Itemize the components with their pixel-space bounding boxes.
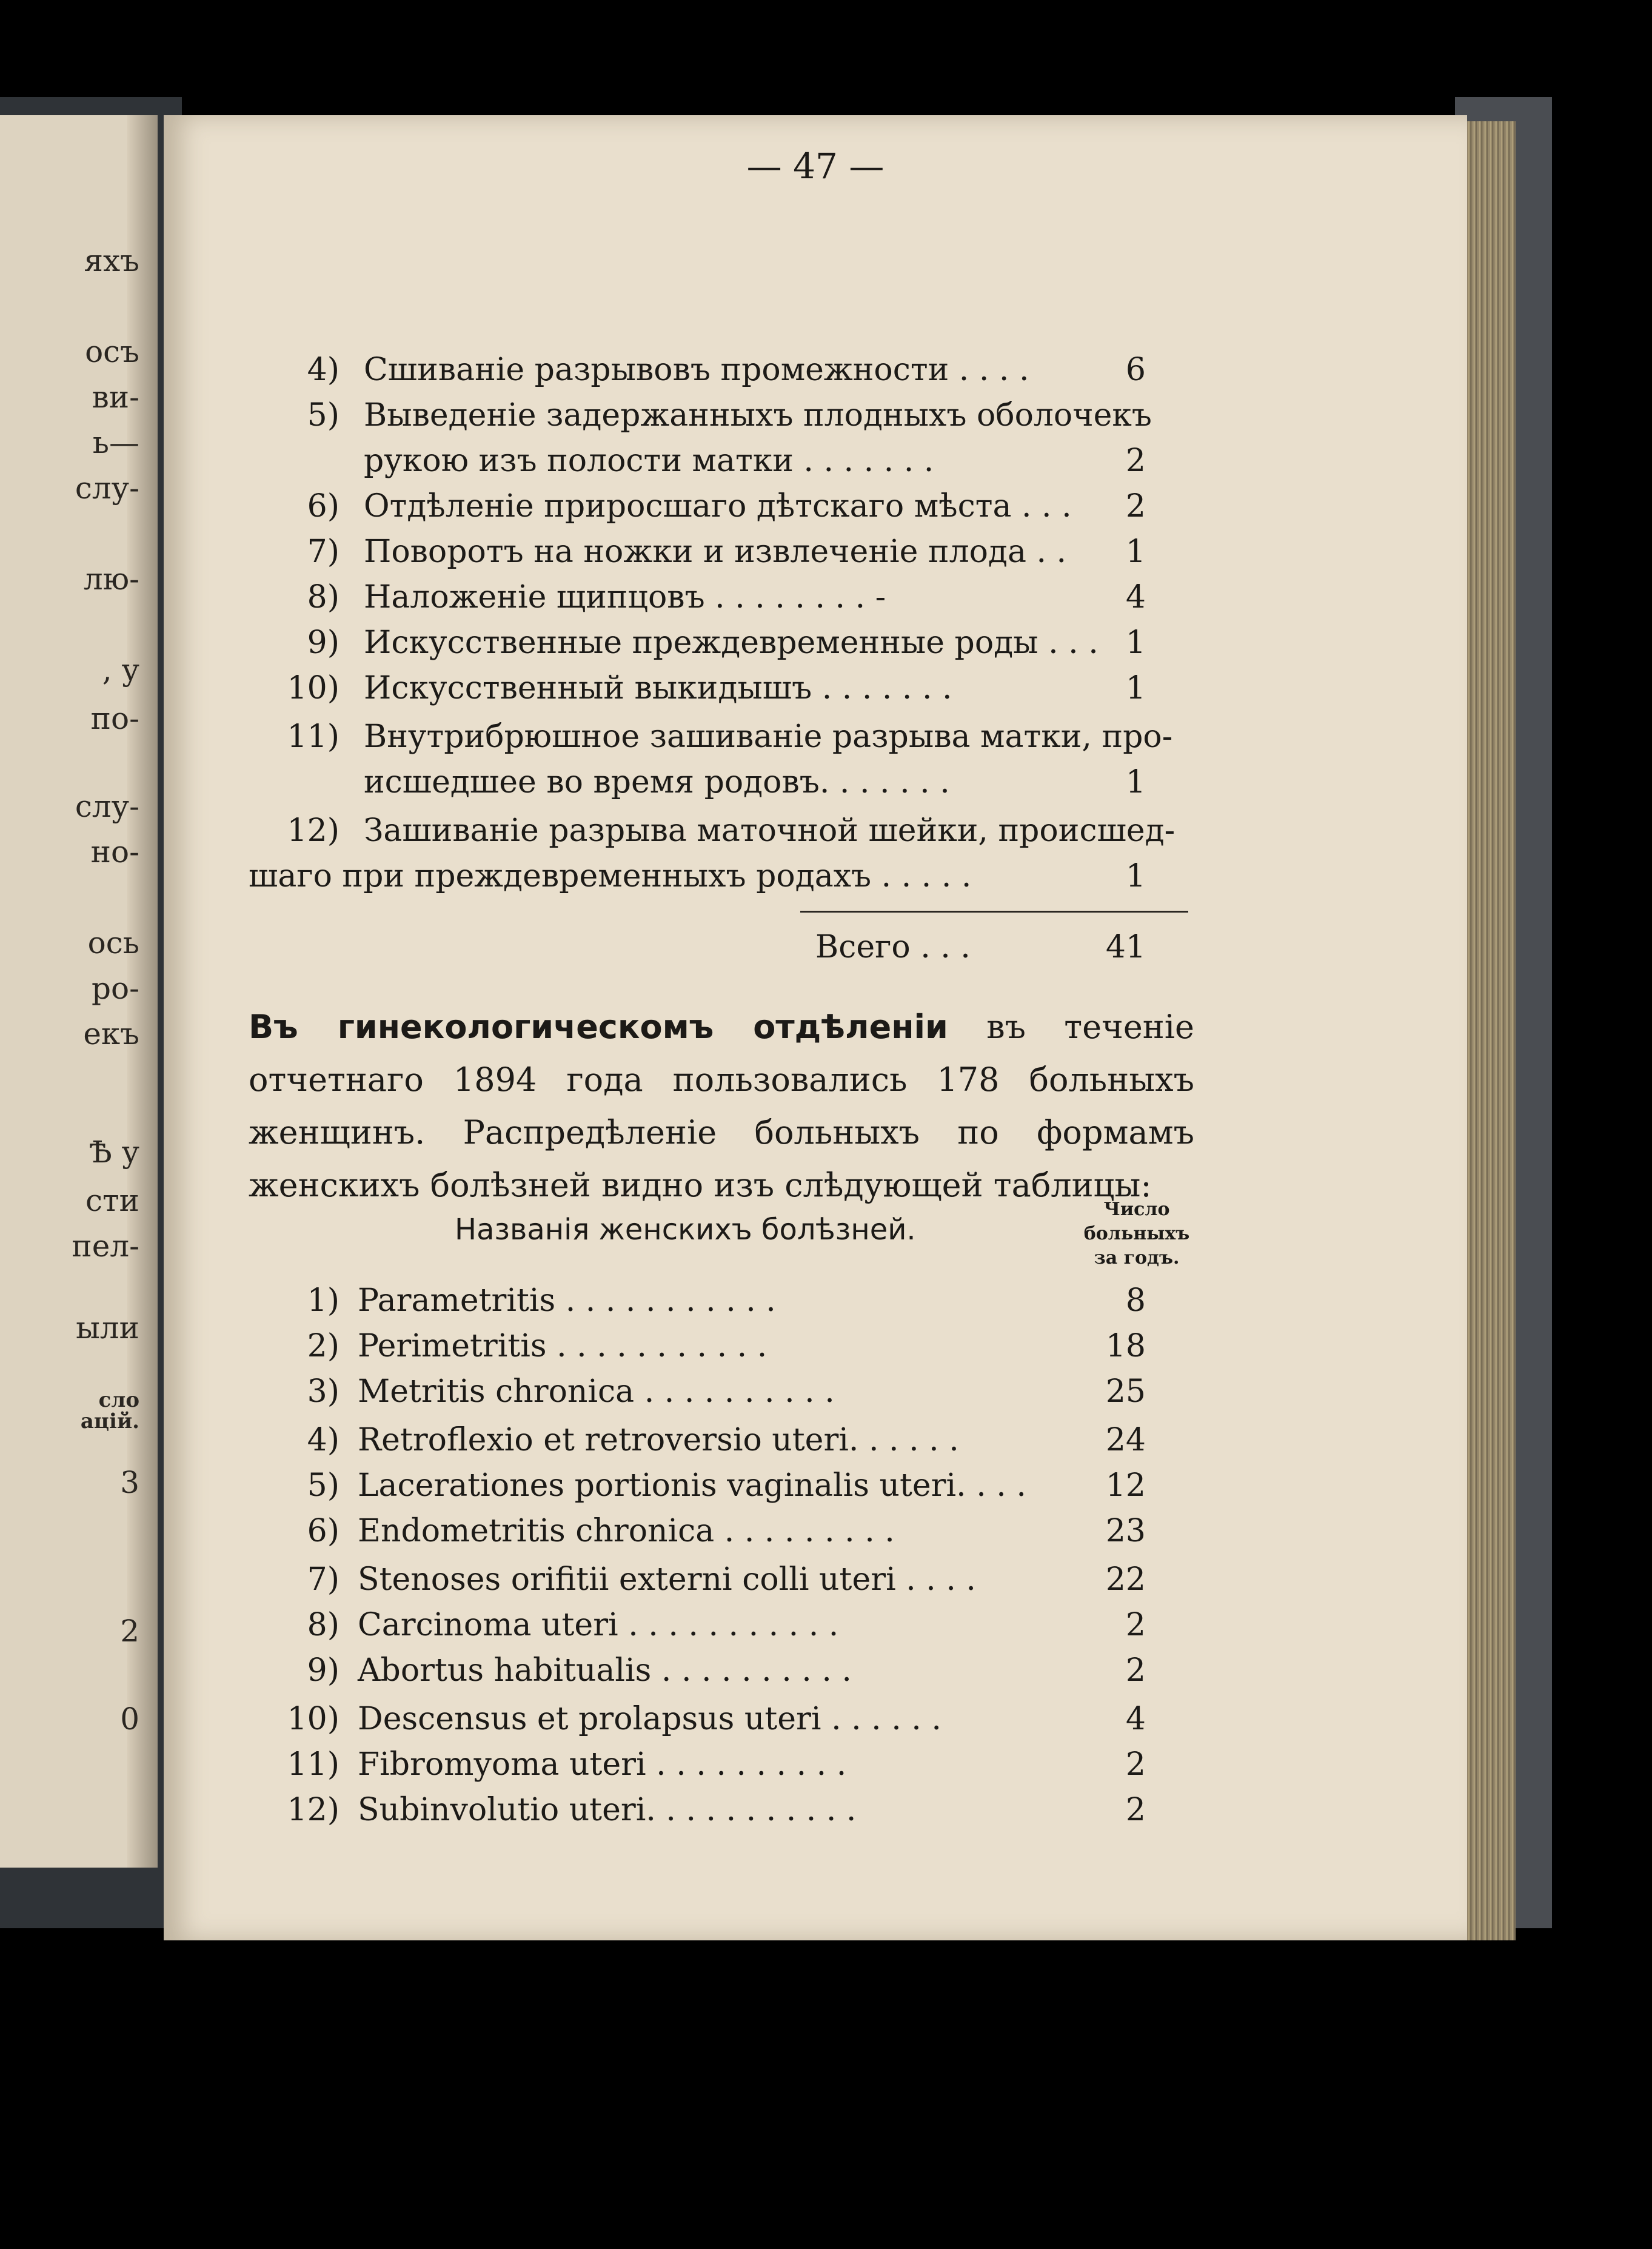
table-row-text: Metritis chronica . . . . . . . . . .: [358, 1373, 835, 1410]
paragraph: [249, 1000, 1194, 1212]
left-page-text-fragment: ь—: [92, 425, 139, 460]
operation-row: [0, 670, 1652, 706]
total-label: Всего . . .: [815, 929, 971, 965]
table-row-text: Carcinoma uteri . . . . . . . . . . .: [358, 1607, 839, 1643]
operation-row-number: 4): [307, 352, 339, 388]
table-row: [0, 1513, 1652, 1549]
operation-row: [0, 764, 1652, 800]
table-row-number: 12): [287, 1792, 339, 1828]
table-row: [0, 1373, 1652, 1410]
table-row-text: Endometritis chronica . . . . . . . . .: [358, 1513, 895, 1549]
operation-row-count: 2: [1125, 488, 1146, 525]
left-page-text-fragment: по-: [90, 701, 139, 736]
left-page-text-fragment: Ѣ у: [89, 1135, 139, 1170]
operation-row-number: 6): [307, 488, 339, 525]
operation-row: [0, 488, 1652, 525]
table-row-text: Retroflexio et retroversio uteri. . . . . .: [358, 1422, 959, 1458]
table-row-number: 5): [307, 1467, 339, 1504]
table-row: [0, 1467, 1652, 1504]
operation-row-text: исшедшее во время родовъ. . . . . . .: [364, 764, 950, 800]
table-row-number: 6): [307, 1513, 339, 1549]
total-value: 41: [1105, 929, 1146, 965]
table-row-count: 2: [1125, 1652, 1146, 1689]
operation-row: [0, 813, 1652, 849]
table-row-count: 23: [1105, 1513, 1146, 1549]
left-page-text-fragment: ви-: [92, 380, 139, 415]
table-row-text: Perimetritis . . . . . . . . . . .: [358, 1328, 767, 1364]
page-number: — 47 —: [746, 146, 885, 187]
operation-row-number: 12): [287, 813, 339, 849]
operation-row-text: Наложеніе щипцовъ . . . . . . . . -: [364, 579, 886, 615]
operation-row-count: 1: [1125, 534, 1146, 570]
table-row-number: 9): [307, 1652, 339, 1689]
operation-row: [0, 352, 1652, 388]
table-row: [0, 1607, 1652, 1643]
table-row-text: Abortus habitualis . . . . . . . . . .: [358, 1652, 852, 1689]
table-row-text: Descensus et prolapsus uteri . . . . . .: [358, 1701, 941, 1737]
table-row: [0, 1422, 1652, 1458]
left-page-text-fragment: осъ: [85, 334, 139, 369]
total-rule: [800, 911, 1188, 913]
table-row: [0, 1328, 1652, 1364]
table-row-count: 2: [1125, 1792, 1146, 1828]
operation-row-count: 1: [1125, 625, 1146, 661]
table-row: [0, 1561, 1652, 1598]
left-page-text-fragment: но-: [90, 834, 139, 870]
operation-row-count: 4: [1125, 579, 1146, 615]
operation-row: [0, 625, 1652, 661]
table-row-text: Parametritis . . . . . . . . . . .: [358, 1282, 776, 1319]
table-row: [0, 1652, 1652, 1689]
operation-row-number: 10): [287, 670, 339, 706]
left-page-text-fragment: 2: [120, 1614, 139, 1649]
count-header-line: за годъ.: [1094, 1247, 1180, 1269]
left-page-text-fragment: ыли: [76, 1310, 139, 1346]
left-page-text-fragment: 3: [120, 1465, 139, 1500]
table-row-number: 1): [307, 1282, 339, 1319]
operation-row-text: Поворотъ на ножки и извлеченіе плода . .: [364, 534, 1067, 570]
operation-row-number: 9): [307, 625, 339, 661]
paragraph-lead: Въ гинекологическомъ отдѣленіи: [249, 1008, 948, 1046]
table-row-count: 2: [1125, 1607, 1146, 1643]
left-page-text-fragment: пел-: [72, 1228, 139, 1264]
operation-row: [0, 397, 1652, 434]
left-page-text-fragment: яхъ: [84, 243, 139, 278]
table-row-number: 8): [307, 1607, 339, 1643]
left-page-text-fragment: сти: [85, 1183, 139, 1218]
operation-row-count: 1: [1125, 858, 1146, 894]
left-page-text-fragment: 0: [120, 1701, 139, 1737]
operation-row-text: Зашиваніе разрыва маточной шейки, происшед-: [364, 813, 1175, 849]
table-row-text: Fibromyoma uteri . . . . . . . . . .: [358, 1746, 847, 1783]
left-page-text-fragment: ацій.: [80, 1409, 139, 1433]
table-row-text: Subinvolutio uteri. . . . . . . . . . .: [358, 1792, 857, 1828]
table-row-number: 10): [287, 1701, 339, 1737]
operation-row-text: рукою изъ полости матки . . . . . . .: [364, 443, 934, 479]
left-page-text-fragment: сло: [98, 1388, 139, 1412]
table-row-number: 3): [307, 1373, 339, 1410]
operation-row: [0, 443, 1652, 479]
table-row: [0, 1792, 1652, 1828]
operation-row-number: 8): [307, 579, 339, 615]
operation-row: [0, 719, 1652, 755]
table-row-count: 2: [1125, 1746, 1146, 1783]
count-header-line: больныхъ: [1083, 1223, 1190, 1244]
left-page-text-fragment: слу-: [75, 471, 139, 506]
operation-row-number: 7): [307, 534, 339, 570]
left-page-text-fragment: ро-: [91, 971, 139, 1006]
operation-row-text: Внутрибрюшное зашиваніе разрыва матки, про-: [364, 719, 1173, 755]
table-row: [0, 1701, 1652, 1737]
table-row-count: 8: [1125, 1282, 1146, 1319]
count-header-line: Число: [1103, 1199, 1170, 1220]
table-row-number: 7): [307, 1561, 339, 1598]
table-row-count: 12: [1105, 1467, 1146, 1504]
operation-row-text: шаго при преждевременныхъ родахъ . . . . .: [249, 858, 972, 894]
table-row-count: 4: [1125, 1701, 1146, 1737]
table-row-text: Lacerationes portionis vaginalis uteri. . . .: [358, 1467, 1026, 1504]
operation-row-count: 6: [1125, 352, 1146, 388]
table-row-count: 18: [1105, 1328, 1146, 1364]
table-row: [0, 1746, 1652, 1783]
operation-row-text: Сшиваніе разрывовъ промежности . . . .: [364, 352, 1029, 388]
table-row: [0, 1282, 1652, 1319]
operation-row: [0, 579, 1652, 615]
table-row-count: 22: [1105, 1561, 1146, 1598]
table-row-count: 24: [1105, 1422, 1146, 1458]
left-page-text-fragment: лю-: [83, 561, 139, 597]
operation-row-number: 5): [307, 397, 339, 434]
table-row-number: 11): [287, 1746, 339, 1783]
left-page-text-fragment: слу-: [75, 789, 139, 824]
operation-row-text: Выведеніе задержанныхъ плодныхъ оболочекъ: [364, 397, 1152, 434]
left-page-text-fragment: екъ: [83, 1016, 139, 1051]
paragraph-text: въ теченіе отчетнаго 1894 года пользовались 178 больныхъ женщинъ. Распредѣленіе больныхъ по формамъ женскихъ болѣзней видно изъ слѣдующей таблицы:: [249, 1008, 1194, 1204]
operation-row-number: 11): [287, 719, 339, 755]
table-name-header: Названія женскихъ болѣзней.: [455, 1213, 916, 1247]
left-page-text-fragment: ось: [87, 925, 139, 960]
left-page-text-fragment: , у: [102, 652, 139, 688]
operation-row: [0, 534, 1652, 570]
table-row-number: 2): [307, 1328, 339, 1364]
operation-row-text: Искусственные преждевременные роды . . .: [364, 625, 1099, 661]
operation-row-count: 1: [1125, 670, 1146, 706]
operation-row-text: Отдѣленіе приросшаго дѣтскаго мѣста . . .: [364, 488, 1072, 525]
operation-row-text: Искусственный выкидышъ . . . . . . .: [364, 670, 952, 706]
operation-row: [0, 858, 1652, 894]
table-count-header: [1067, 1198, 1206, 1270]
operation-row-count: 2: [1125, 443, 1146, 479]
table-row-count: 25: [1105, 1373, 1146, 1410]
table-row-text: Stenoses orifitii externi colli uteri . . . .: [358, 1561, 976, 1598]
table-row-number: 4): [307, 1422, 339, 1458]
operation-row-count: 1: [1125, 764, 1146, 800]
